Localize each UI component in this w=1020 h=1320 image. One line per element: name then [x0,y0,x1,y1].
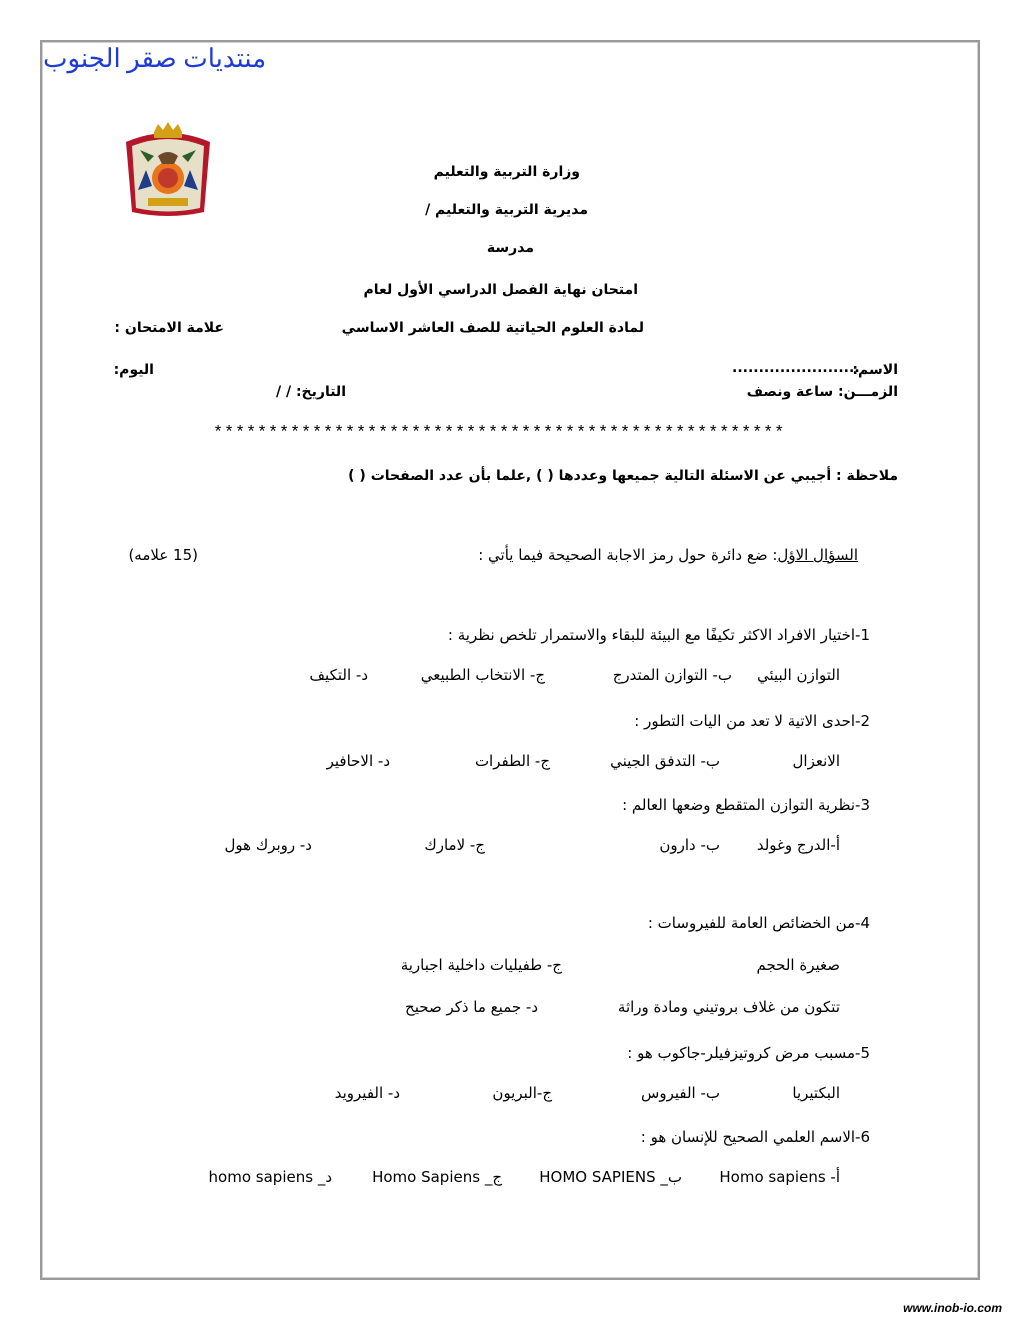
q3-option-b: ب- دارون [659,836,720,854]
q4-option-b: تتكون من غلاف بروتيني ومادة وراثة [617,998,840,1016]
q6-option-d: د_ homo sapiens [208,1168,332,1186]
name-blank: ........................ [732,360,860,376]
q3-option-d: د- روبرك هول [224,836,312,854]
note-text: ملاحظة : أجيبي عن الاسئلة التالية جميعها وعددها ( ) ,علما بأن عدد الصفحات ( ) [348,468,898,484]
q4-option-d: د- جميع ما ذكر صحيح [405,998,538,1016]
school-label: مدرسة [486,240,534,256]
q2-option-a: الانعزال [792,752,840,770]
q1-option-a: التوازن البيئي [756,666,840,684]
q5-option-c: ج-البريون [492,1084,552,1102]
q5-option-a: البكتيريا [792,1084,840,1102]
q2-option-d: د- الاحافير [326,752,390,770]
grade-label: علامة الامتحان : [114,320,224,336]
q1-option-c: ج- الانتخاب الطبيعي [420,666,545,684]
q2-option-b: ب- التدفق الجيني [610,752,720,770]
section-title: السؤال الاؤل [777,546,858,564]
day-label: اليوم: [113,362,154,378]
q2-option-c: ج- الطفرات [474,752,550,770]
q4-option-a: صغيرة الحجم [756,956,840,974]
date-label: التاريخ: / / [275,384,346,400]
directorate-title: مديرية التربية والتعليم / [425,202,588,218]
separator-stars: **************************************************** [213,424,786,443]
q4-option-c: ج- طفيليات داخلية اجبارية [400,956,562,974]
question-3: 3-نظرية التوازن المتقطع وضعها العالم : [622,796,870,814]
question-2: 2-احدى الاتية لا تعد من اليات التطور : [634,712,870,730]
q1-option-b: ب- التوازن المتدرج [612,666,732,684]
question-1: 1-اختيار الافراد الاكثر تكيفًا مع البيئة للبقاء والاستمرار تلخص نظرية : [447,626,870,644]
site-title: منتديات صقر الجنوب [43,44,267,73]
q6-option-b: ب_ HOMO SAPIENS [539,1168,682,1186]
q5-option-b: ب- الفيروس [641,1084,720,1102]
q1-option-d: د- التكيف [309,666,368,684]
q3-option-a: أ-الدرج وغولد [756,836,840,854]
q3-option-c: ج- لامارك [424,836,485,854]
section-marks: (15 علامه) [128,546,198,564]
section-heading [478,546,858,564]
subject-title: لمادة العلوم الحياتية للصف العاشر الاساسي [341,320,644,336]
time-label: الزمـــن: ساعة ونصف [746,384,898,400]
name-label: الاسم: [852,362,898,378]
jordan-emblem-icon [118,120,218,224]
q5-option-d: د- الفيرويد [334,1084,400,1102]
q6-option-c: ج_ Homo Sapiens [372,1168,502,1186]
section-instruction: : ضع دائرة حول رمز الاجابة الصحيحة فيما يأتي : [478,546,778,564]
exam-title: امتحان نهاية الفصل الدراسي الأول لعام [363,282,638,298]
question-6: 6-الاسم العلمي الصحيح للإنسان هو : [640,1128,870,1146]
q6-option-a: أ- Homo sapiens [719,1168,840,1186]
question-4: 4-من الخضائص العامة للفيروسات : [647,914,870,932]
question-5: 5-مسبب مرض كروتيزفيلر-جاكوب هو : [627,1044,870,1062]
ministry-title: وزارة التربية والتعليم [433,164,580,180]
footer-url: www.inob-io.com [903,1301,1002,1315]
